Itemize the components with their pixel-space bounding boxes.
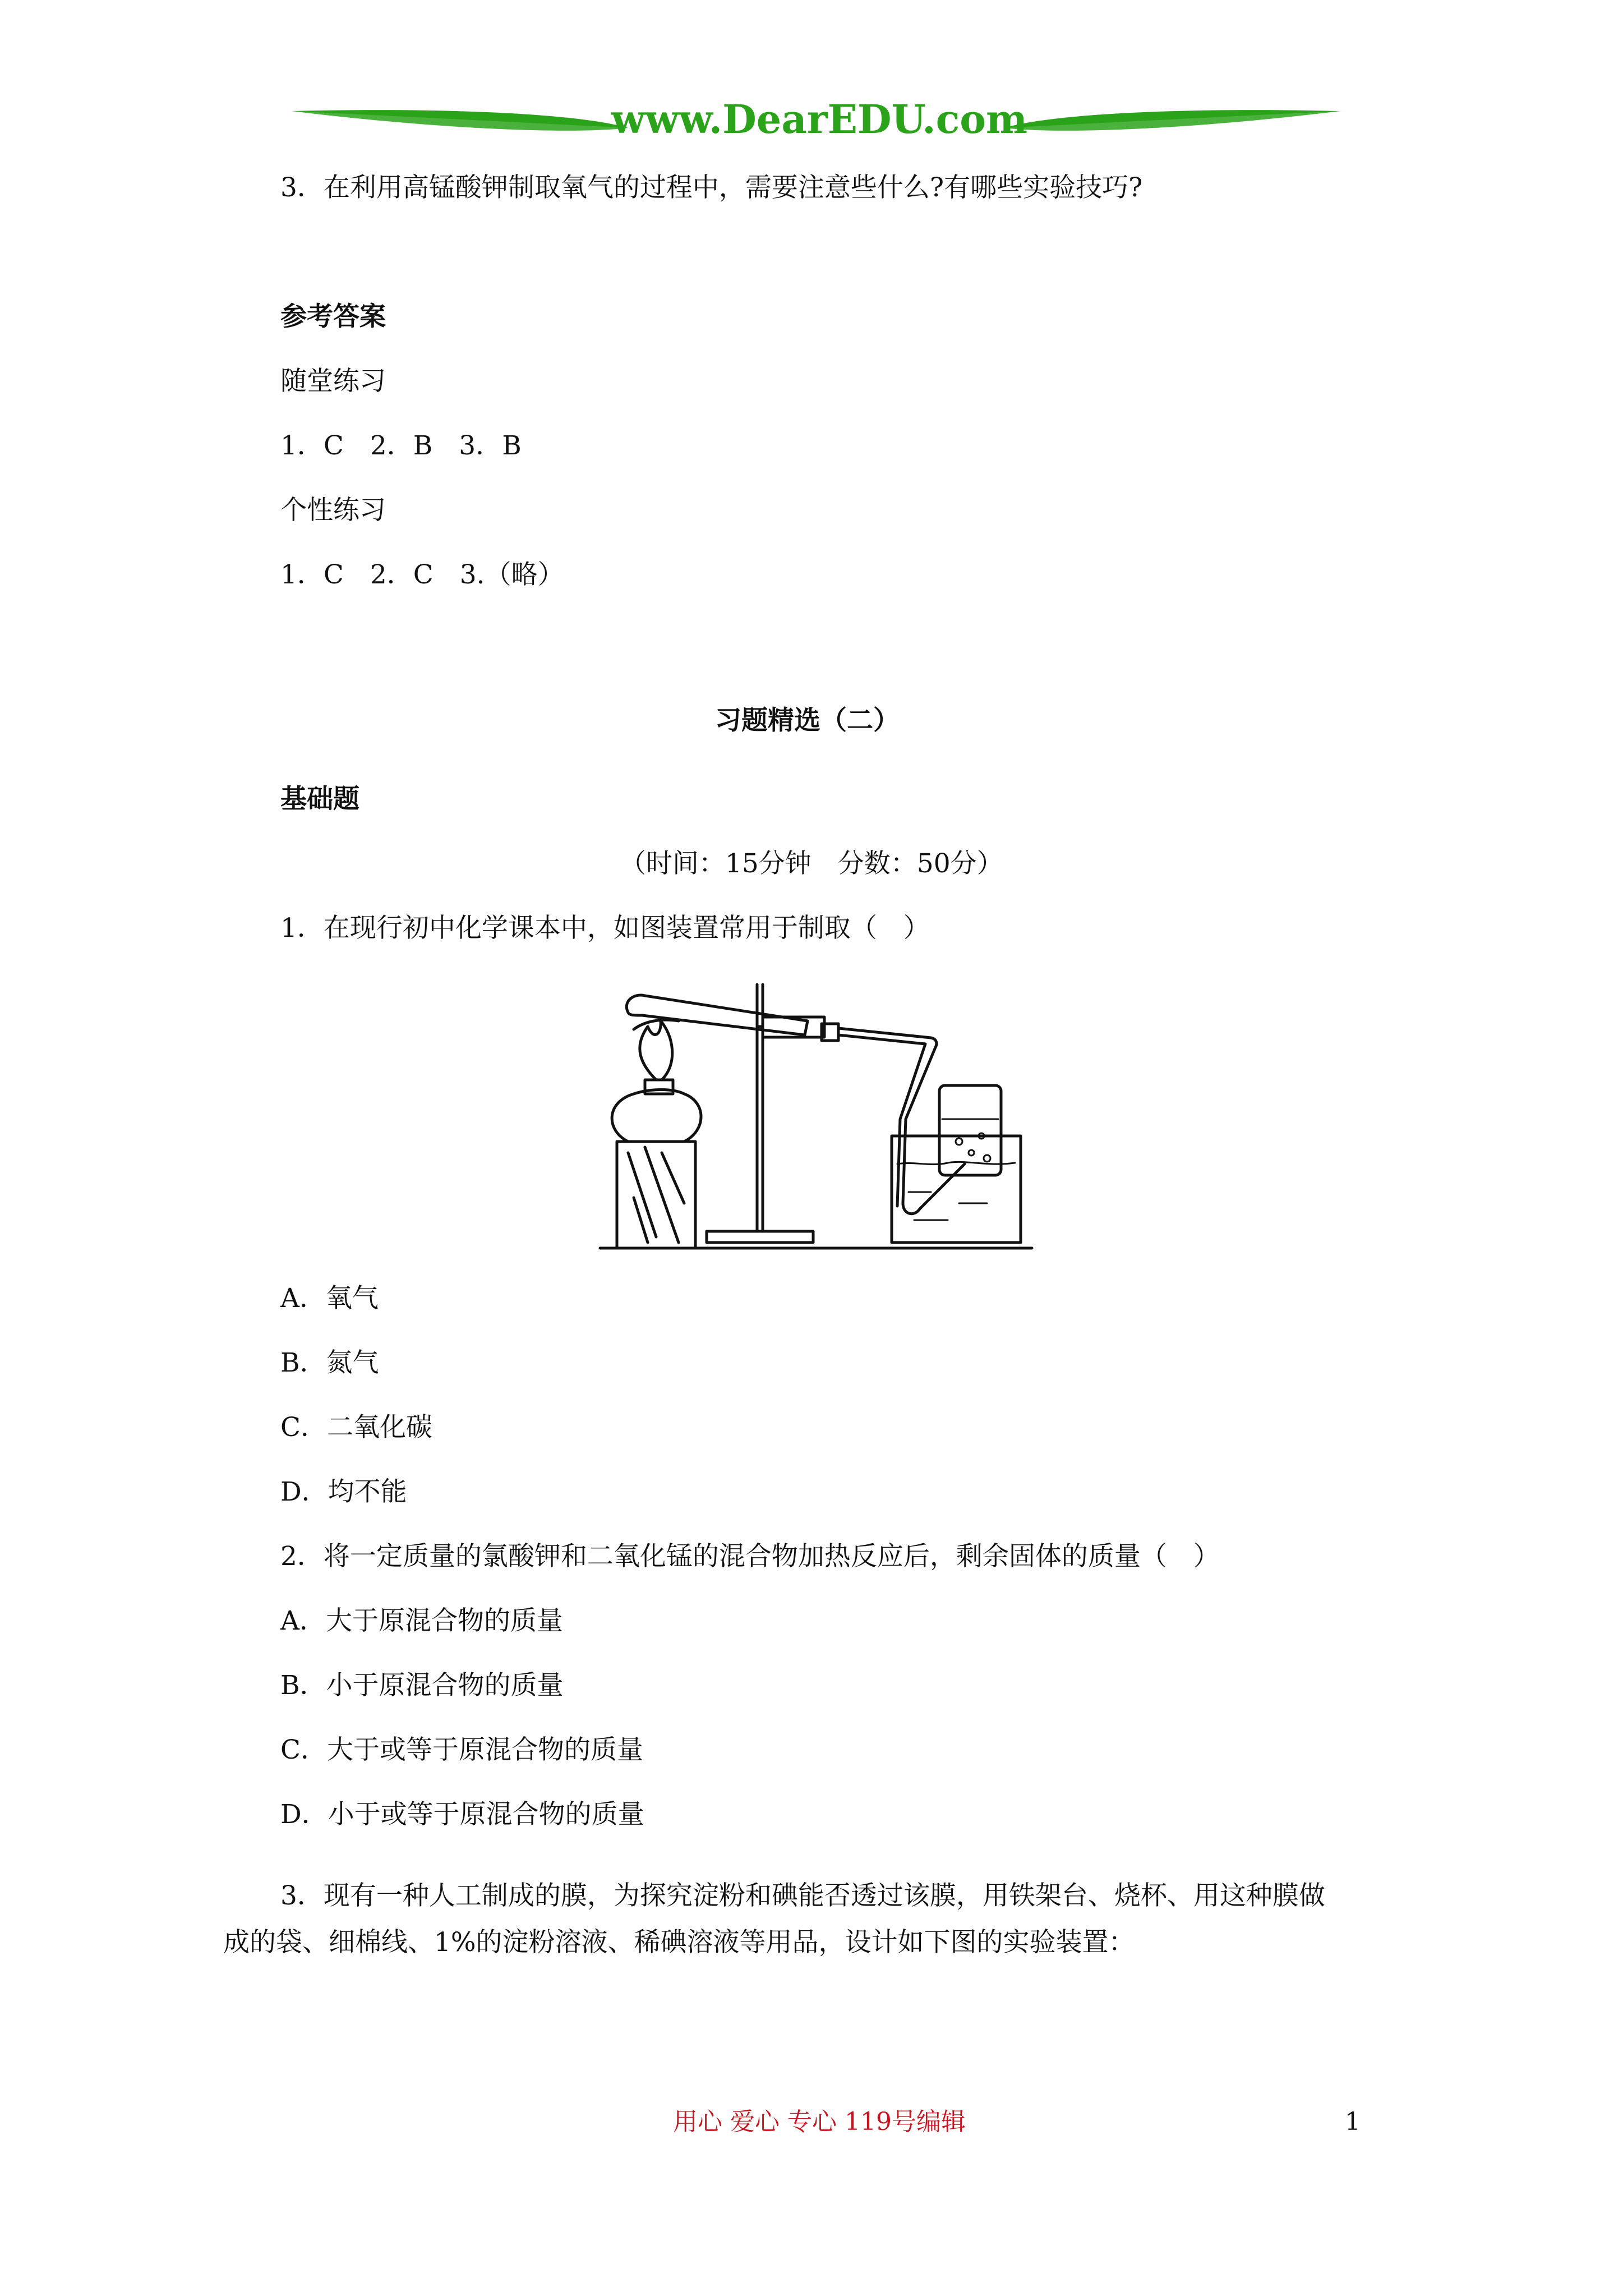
q1-option-a: A．氧气 (280, 1283, 379, 1314)
time-score-note: （时间：15分钟 分数：50分） (620, 848, 1003, 879)
site-logo[interactable]: www.DearEDU.com (611, 96, 1028, 142)
q1-option-d: D．均不能 (280, 1476, 407, 1507)
question-3-line-1: 3．现有一种人工制成的膜，为探究淀粉和碘能否透过该膜，用铁架台、烧杯、用这种膜做 (280, 1880, 1325, 1911)
question-3-prev: 3．在利用高锰酸钾制取氧气的过程中，需要注意些什么?有哪些实验技巧? (280, 172, 1143, 203)
lab-apparatus-figure (594, 968, 1043, 1259)
question-2: 2．将一定质量的氯酸钾和二氧化锰的混合物加热反应后，剩余固体的质量（ ） (280, 1541, 1220, 1572)
basic-questions-heading: 基础题 (280, 784, 359, 815)
question-1: 1．在现行初中化学课本中，如图装置常用于制取（ ） (280, 913, 930, 944)
answers-classroom: 1．C 2．B 3．B (280, 430, 522, 461)
q1-option-c: C．二氧化碳 (280, 1412, 432, 1443)
page-number: 1 (1345, 2108, 1361, 2136)
reference-answer-heading: 参考答案 (280, 301, 386, 332)
answers-individual: 1．C 2．C 3.（略） (280, 559, 564, 590)
q2-option-b: B．小于原混合物的质量 (280, 1670, 564, 1701)
question-3-line-2: 成的袋、细棉线、1%的淀粉溶液、稀碘溶液等用品，设计如下图的实验装置： (223, 1927, 1135, 1958)
section-individual-practice: 个性练习 (280, 495, 386, 526)
q2-option-d: D．小于或等于原混合物的质量 (280, 1799, 644, 1830)
section-title: 习题精选（二） (715, 705, 900, 736)
section-classroom-practice: 随堂练习 (280, 366, 386, 397)
footer-text: 用心 爱心 专心 119号编辑 (673, 2108, 966, 2136)
q2-option-c: C．大于或等于原混合物的质量 (280, 1734, 643, 1765)
q1-option-b: B．氮气 (280, 1347, 379, 1378)
q2-option-a: A．大于原混合物的质量 (280, 1605, 563, 1636)
